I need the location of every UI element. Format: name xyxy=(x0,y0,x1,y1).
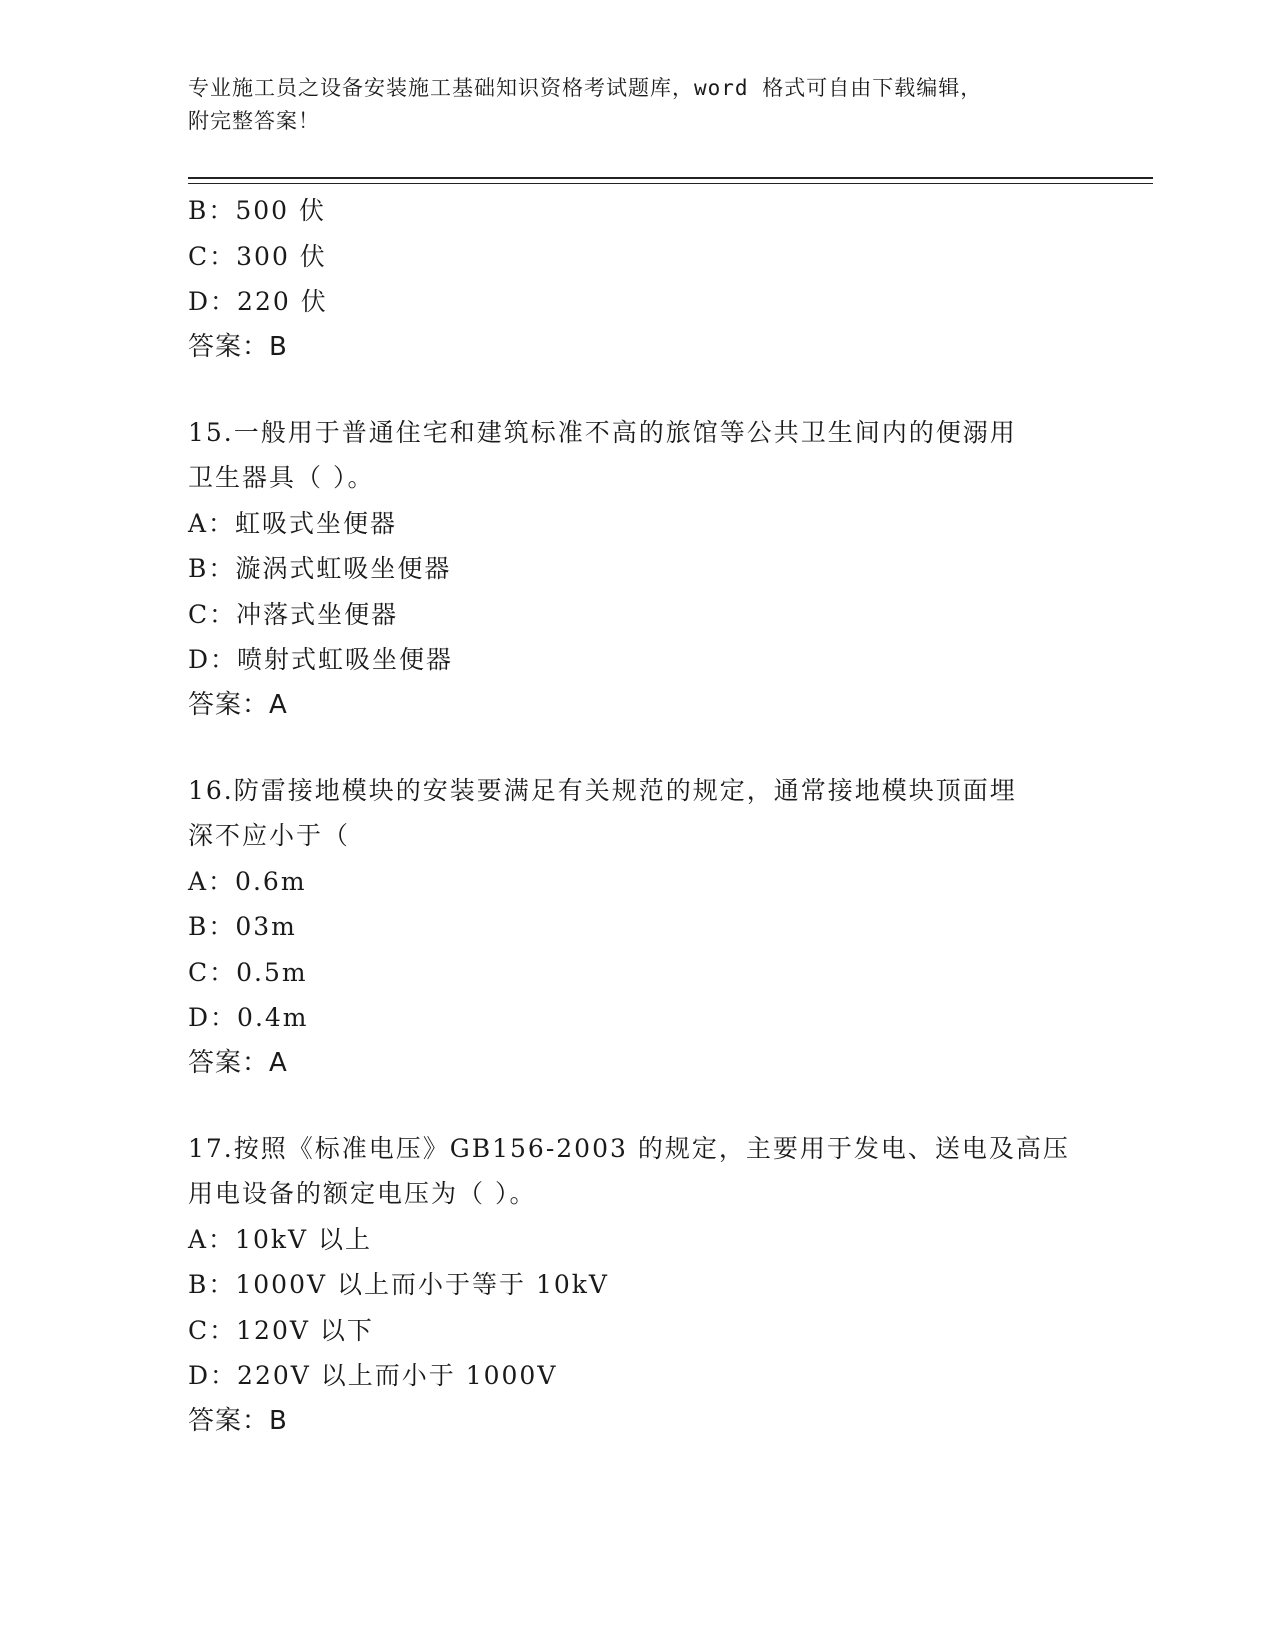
option-a: A：虹吸式坐便器 xyxy=(188,508,398,538)
option-a: A：10kV 以上 xyxy=(188,1224,373,1254)
spacer xyxy=(188,1086,1088,1126)
option-d: D：0.4m xyxy=(188,1003,309,1032)
question-17 xyxy=(188,1126,1088,1444)
option-c: C：0.5m xyxy=(188,957,308,987)
option-d: D：喷射式虹吸坐便器 xyxy=(188,645,454,674)
spacer xyxy=(188,370,1088,410)
question-content xyxy=(188,188,1088,1444)
answer: 答案：A xyxy=(188,689,288,720)
spacer xyxy=(188,728,1088,768)
option-d: D：220V 以上而小于 1000V xyxy=(188,1361,558,1390)
document-header xyxy=(188,72,1088,138)
question-stem: 17.按照《标准电压》GB156-2003 的规定，主要用于发电、送电及高压 xyxy=(188,1133,1070,1163)
option-b: B：500 伏 xyxy=(188,196,327,225)
option-b: B：1000V 以上而小于等于 10kV xyxy=(188,1270,609,1299)
header-line-1: 专业施工员之设备安装施工基础知识资格考试题库，word 格式可自由下载编辑， xyxy=(188,76,983,100)
question-stem-continued: 深不应小于（ xyxy=(188,821,351,850)
option-c: C：120V 以下 xyxy=(188,1315,374,1345)
question-stem: 16.防雷接地模块的安装要满足有关规范的规定，通常接地模块顶面埋 xyxy=(188,775,1017,805)
option-c: C：300 伏 xyxy=(188,241,327,271)
option-d: D：220 伏 xyxy=(188,287,328,316)
answer: 答案：B xyxy=(188,331,288,362)
question-stem-continued: 用电设备的额定电压为（ ）。 xyxy=(188,1179,537,1208)
option-a: A：0.6m xyxy=(188,866,307,896)
answer: 答案：B xyxy=(188,1405,288,1436)
header-line-2: 附完整答案！ xyxy=(188,109,320,133)
question-14 xyxy=(188,188,1088,370)
option-c: C：冲落式坐便器 xyxy=(188,599,399,629)
answer: 答案：A xyxy=(188,1047,288,1078)
header-rule-thick xyxy=(188,177,1153,179)
option-b: B：漩涡式虹吸坐便器 xyxy=(188,554,452,583)
question-stem: 15.一般用于普通住宅和建筑标准不高的旅馆等公共卫生间内的便溺用 xyxy=(188,417,1017,447)
question-stem-continued: 卫生器具（ ）。 xyxy=(188,463,375,492)
question-15 xyxy=(188,410,1088,728)
question-16 xyxy=(188,768,1088,1086)
header-rule-thin xyxy=(188,183,1153,184)
option-b: B：03m xyxy=(188,912,297,941)
